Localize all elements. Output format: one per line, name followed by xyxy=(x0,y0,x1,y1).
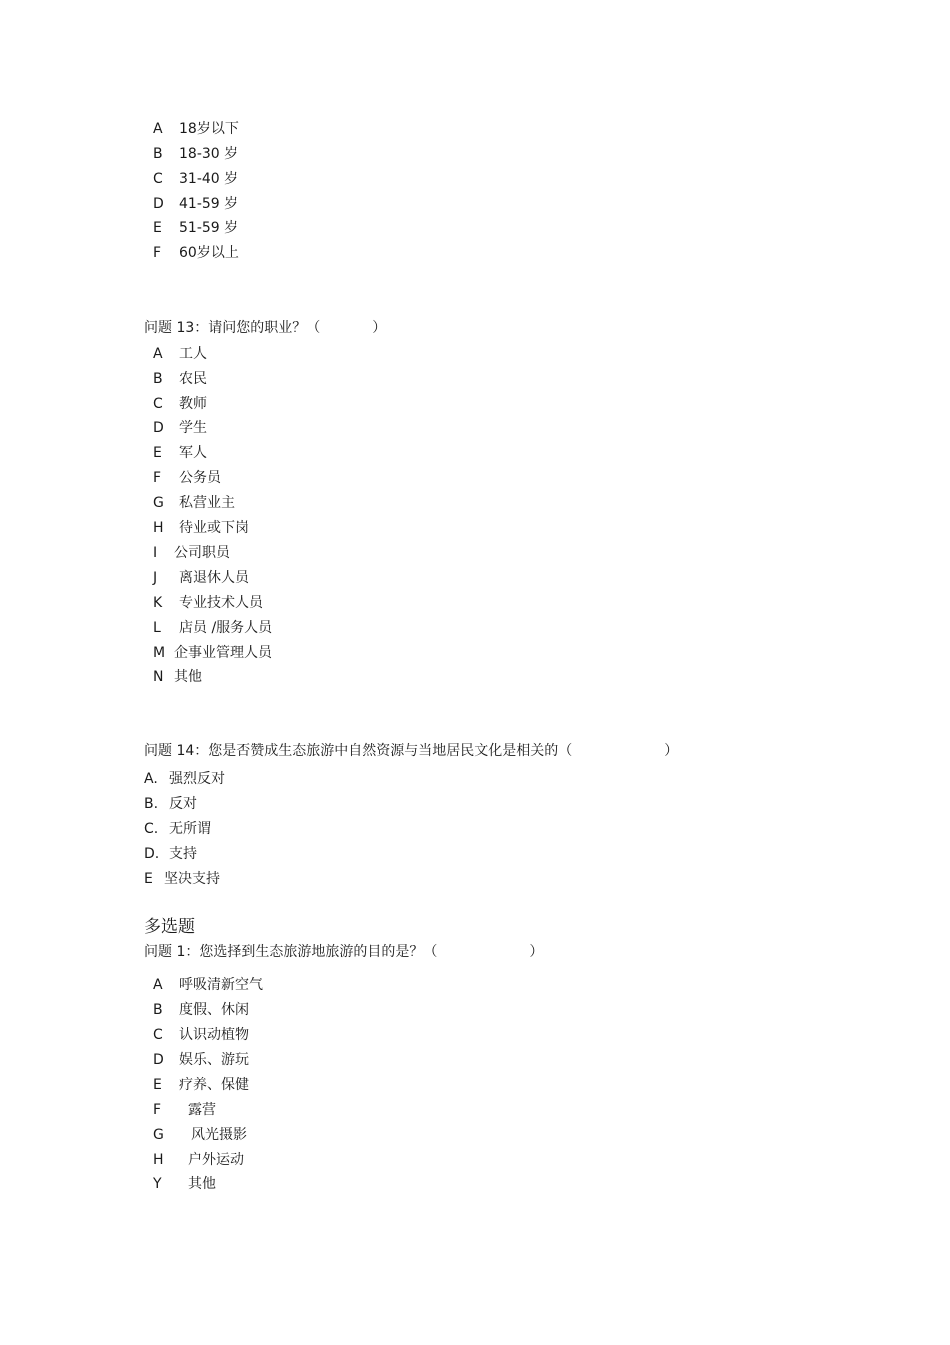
option-letter: Y xyxy=(153,1176,162,1192)
option-letter: J xyxy=(153,570,158,586)
option-text: 工人 xyxy=(179,346,207,362)
option-text: 企事业管理人员 xyxy=(174,645,272,661)
option-text: 私营业主 xyxy=(179,495,235,511)
option-text: 风光摄影 xyxy=(191,1127,247,1143)
option-text: 支持 xyxy=(169,846,197,862)
option-text: 认识动植物 xyxy=(179,1027,249,1043)
age-option xyxy=(153,144,238,164)
option-letter: I xyxy=(153,545,158,561)
option-text: 31-40 岁 xyxy=(179,171,239,187)
question-close-paren: ） xyxy=(664,743,679,759)
option-text: 店员 /服务人员 xyxy=(179,620,273,636)
multi-q1-option xyxy=(153,1075,249,1095)
option-letter: D xyxy=(153,420,164,436)
q13-option xyxy=(153,618,272,638)
multi-q1-option xyxy=(153,1100,216,1120)
option-text: 公司职员 xyxy=(174,545,230,561)
option-text: 农民 xyxy=(179,371,207,387)
option-text: 教师 xyxy=(179,396,207,412)
q13-option xyxy=(153,443,207,463)
option-letter: C xyxy=(153,1027,163,1043)
option-text: 18-30 岁 xyxy=(179,146,239,162)
option-letter: A xyxy=(153,977,163,993)
option-letter: D xyxy=(153,196,164,212)
option-letter: F xyxy=(153,1102,162,1118)
q13-option xyxy=(153,518,249,538)
question-close-paren: ） xyxy=(372,320,387,336)
option-text: 军人 xyxy=(179,445,207,461)
question-13-title xyxy=(144,318,386,338)
option-letter: G xyxy=(153,495,164,511)
q13-option xyxy=(153,543,230,563)
multi-q1-option xyxy=(153,1174,216,1194)
question-text: 问题 13：请问您的职业？（ xyxy=(144,320,321,336)
option-letter: G xyxy=(153,1127,164,1143)
option-text: 其他 xyxy=(188,1176,216,1192)
question-text: 问题 1：您选择到生态旅游地旅游的目的是？（ xyxy=(144,944,438,960)
option-text: 疗养、保健 xyxy=(179,1077,249,1093)
option-text: 公务员 xyxy=(179,470,221,486)
age-option xyxy=(153,169,238,189)
option-letter: A xyxy=(153,121,163,137)
option-letter: N xyxy=(153,669,164,685)
option-text: 学生 xyxy=(179,420,207,436)
question-text: 问题 14：您是否赞成生态旅游中自然资源与当地居民文化是相关的（ xyxy=(144,743,573,759)
q13-option xyxy=(153,667,202,687)
multi-q1-option xyxy=(153,1150,244,1170)
option-letter: F xyxy=(153,470,162,486)
q13-option xyxy=(153,418,207,438)
option-letter: B xyxy=(153,146,163,162)
option-letter: C xyxy=(153,171,163,187)
option-text: 强烈反对 xyxy=(169,771,225,787)
age-option xyxy=(153,119,239,139)
option-letter: E xyxy=(153,220,162,236)
multi-q1-option xyxy=(153,1000,249,1020)
option-text: 离退休人员 xyxy=(179,570,249,586)
option-text: 户外运动 xyxy=(188,1152,244,1168)
option-letter: C xyxy=(153,396,163,412)
q13-option xyxy=(153,369,207,389)
option-text: 坚决支持 xyxy=(164,871,220,887)
option-text: 60岁以上 xyxy=(179,245,239,261)
question-14-title xyxy=(144,741,678,761)
q13-option xyxy=(153,394,207,414)
option-letter: L xyxy=(153,620,161,636)
option-letter: K xyxy=(153,595,163,611)
option-text: 无所谓 xyxy=(169,821,211,837)
q14-option xyxy=(144,819,211,839)
option-letter: C. xyxy=(144,821,159,837)
multi-q1-option xyxy=(153,1125,247,1145)
option-text: 反对 xyxy=(169,796,197,812)
option-letter: A xyxy=(153,346,163,362)
multi-q1-option xyxy=(153,1025,249,1045)
option-letter: B. xyxy=(144,796,159,812)
q14-option xyxy=(144,769,225,789)
option-text: 呼吸清新空气 xyxy=(179,977,263,993)
multi-question-1-title xyxy=(144,942,543,962)
option-text: 专业技术人员 xyxy=(179,595,263,611)
option-letter: E xyxy=(153,1077,162,1093)
option-letter: F xyxy=(153,245,162,261)
multi-q1-option xyxy=(153,975,263,995)
q13-option xyxy=(153,568,249,588)
option-letter: H xyxy=(153,520,164,536)
q13-option xyxy=(153,344,207,364)
option-text: 度假、休闲 xyxy=(179,1002,249,1018)
q14-option xyxy=(144,869,220,889)
q14-option xyxy=(144,794,197,814)
option-text: 其他 xyxy=(174,669,202,685)
option-letter: D. xyxy=(144,846,160,862)
age-option xyxy=(153,243,239,263)
option-letter: A. xyxy=(144,771,158,787)
q13-option xyxy=(153,643,272,663)
option-text: 41-59 岁 xyxy=(179,196,239,212)
option-text: 18岁以下 xyxy=(179,121,239,137)
q13-option xyxy=(153,493,235,513)
q13-option xyxy=(153,468,221,488)
age-option xyxy=(153,194,238,214)
section-heading-multi: 多选题 xyxy=(144,917,195,937)
option-text: 待业或下岗 xyxy=(179,520,249,536)
option-letter: E xyxy=(153,445,162,461)
age-option xyxy=(153,218,238,238)
option-letter: H xyxy=(153,1152,164,1168)
option-letter: B xyxy=(153,371,163,387)
q13-option xyxy=(153,593,263,613)
option-letter: D xyxy=(153,1052,164,1068)
option-text: 51-59 岁 xyxy=(179,220,239,236)
question-close-paren: ） xyxy=(529,944,544,960)
multi-q1-option xyxy=(153,1050,249,1070)
q14-option xyxy=(144,844,197,864)
option-letter: E xyxy=(144,871,153,887)
option-text: 娱乐、游玩 xyxy=(179,1052,249,1068)
option-letter: B xyxy=(153,1002,163,1018)
option-text: 露营 xyxy=(188,1102,216,1118)
option-letter: M xyxy=(153,645,166,661)
